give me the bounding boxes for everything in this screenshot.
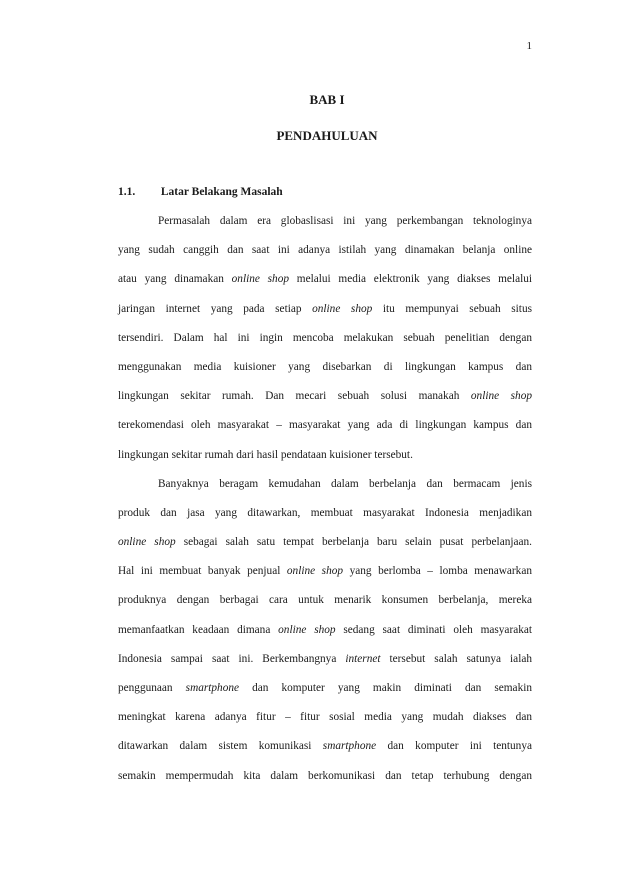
text-line bbox=[118, 586, 532, 615]
text-line bbox=[118, 528, 532, 557]
italic-text: smartphone bbox=[185, 682, 240, 694]
page-number: 1 bbox=[526, 40, 532, 52]
text-line bbox=[118, 674, 532, 703]
text-line bbox=[118, 441, 532, 470]
text-line bbox=[118, 382, 532, 411]
section-number: 1.1. bbox=[118, 186, 136, 198]
text-line bbox=[118, 732, 532, 761]
text-segment: sedang saat diminati oleh masyarakat bbox=[335, 623, 533, 636]
text-line bbox=[118, 703, 532, 732]
text-segment: yang berlomba – lomba menawarkan bbox=[343, 565, 532, 578]
italic-text: online shop bbox=[312, 302, 373, 315]
text-segment: memanfaatkan keadaan dimana bbox=[118, 623, 279, 636]
text-segment: tersebut salah satunya ialah bbox=[380, 652, 533, 665]
chapter-heading bbox=[0, 90, 620, 162]
text-segment: tersendiri. Dalam hal ini ingin mencoba melakukan sebuah penelitian dengan bbox=[118, 331, 532, 344]
text-line bbox=[118, 265, 532, 294]
text-segment: dan komputer yang makin diminati dan semakin bbox=[239, 682, 533, 694]
text-line bbox=[118, 295, 532, 324]
text-line bbox=[118, 236, 532, 265]
italic-text: online shop bbox=[118, 536, 176, 549]
text-segment: Indonesia sampai saat ini. Berkembangnya bbox=[118, 652, 346, 665]
chapter-title: PENDAHULUAN bbox=[276, 128, 378, 143]
text-segment: Banyaknya beragam kemudahan dalam berbelanja dan bermacam jenis bbox=[158, 477, 532, 490]
text-line bbox=[118, 353, 532, 382]
text-segment: terekomendasi oleh masyarakat – masyarakat yang ada di lingkungan kampus dan bbox=[118, 419, 532, 432]
italic-text: online shop bbox=[231, 273, 290, 286]
text-segment: itu mempunyai sebuah situs bbox=[372, 302, 532, 315]
text-segment: Hal ini membuat banyak penjual bbox=[118, 565, 287, 578]
text-line bbox=[118, 557, 532, 586]
text-segment: produk dan jasa yang ditawarkan, membuat masyarakat Indonesia menjadikan bbox=[118, 506, 532, 519]
text-segment: yang sudah canggih dan saat ini adanya istilah yang dinamakan belanja online bbox=[118, 244, 532, 257]
italic-text: smartphone bbox=[322, 740, 377, 753]
italic-text: online shop bbox=[470, 390, 532, 403]
text-line bbox=[118, 645, 532, 674]
text-line bbox=[118, 616, 532, 645]
text-segment: Permasalah dalam era globaslisasi ini yang perkembangan teknologinya bbox=[158, 215, 532, 227]
text-segment: produknya dengan berbagai cara untuk menarik konsumen berbelanja, mereka bbox=[118, 594, 532, 607]
text-line bbox=[118, 499, 532, 528]
text-segment: menggunakan media kuisioner yang disebarkan di lingkungan kampus dan bbox=[118, 360, 532, 373]
italic-text: online shop bbox=[286, 565, 344, 578]
text-segment: melalui media elektronik yang diakses melalui bbox=[289, 273, 533, 286]
body-text bbox=[118, 207, 532, 791]
text-segment: lingkungan sekitar rumah dari hasil pendataan kuisioner tersebut. bbox=[118, 448, 413, 461]
text-line bbox=[118, 470, 532, 499]
text-segment: lingkungan sekitar rumah. Dan mecari sebuah solusi manakah bbox=[118, 390, 471, 403]
text-line bbox=[118, 411, 532, 440]
section-heading bbox=[118, 186, 283, 198]
text-segment: meningkat karena adanya fitur – fitur sosial media yang mudah diakses dan bbox=[118, 711, 532, 724]
section-title: Latar Belakang Masalah bbox=[160, 186, 283, 198]
text-segment: jaringan internet yang pada setiap bbox=[118, 302, 313, 315]
text-line bbox=[118, 762, 532, 791]
text-segment: penggunaan bbox=[118, 682, 186, 694]
text-segment: sebagai salah satu tempat berbelanja baru selain pusat perbelanjaan. bbox=[175, 536, 533, 549]
text-segment: semakin mempermudah kita dalam berkomunikasi dan tetap terhubung dengan bbox=[118, 769, 532, 782]
italic-text: online shop bbox=[278, 623, 336, 636]
italic-text: internet bbox=[345, 652, 381, 665]
text-line bbox=[118, 324, 532, 353]
chapter-label: BAB I bbox=[309, 92, 345, 107]
text-segment: ditawarkan dalam sistem komunikasi bbox=[118, 740, 323, 753]
text-line bbox=[118, 207, 532, 236]
text-segment: dan komputer ini tentunya bbox=[376, 740, 532, 753]
text-segment: atau yang dinamakan bbox=[118, 273, 232, 286]
